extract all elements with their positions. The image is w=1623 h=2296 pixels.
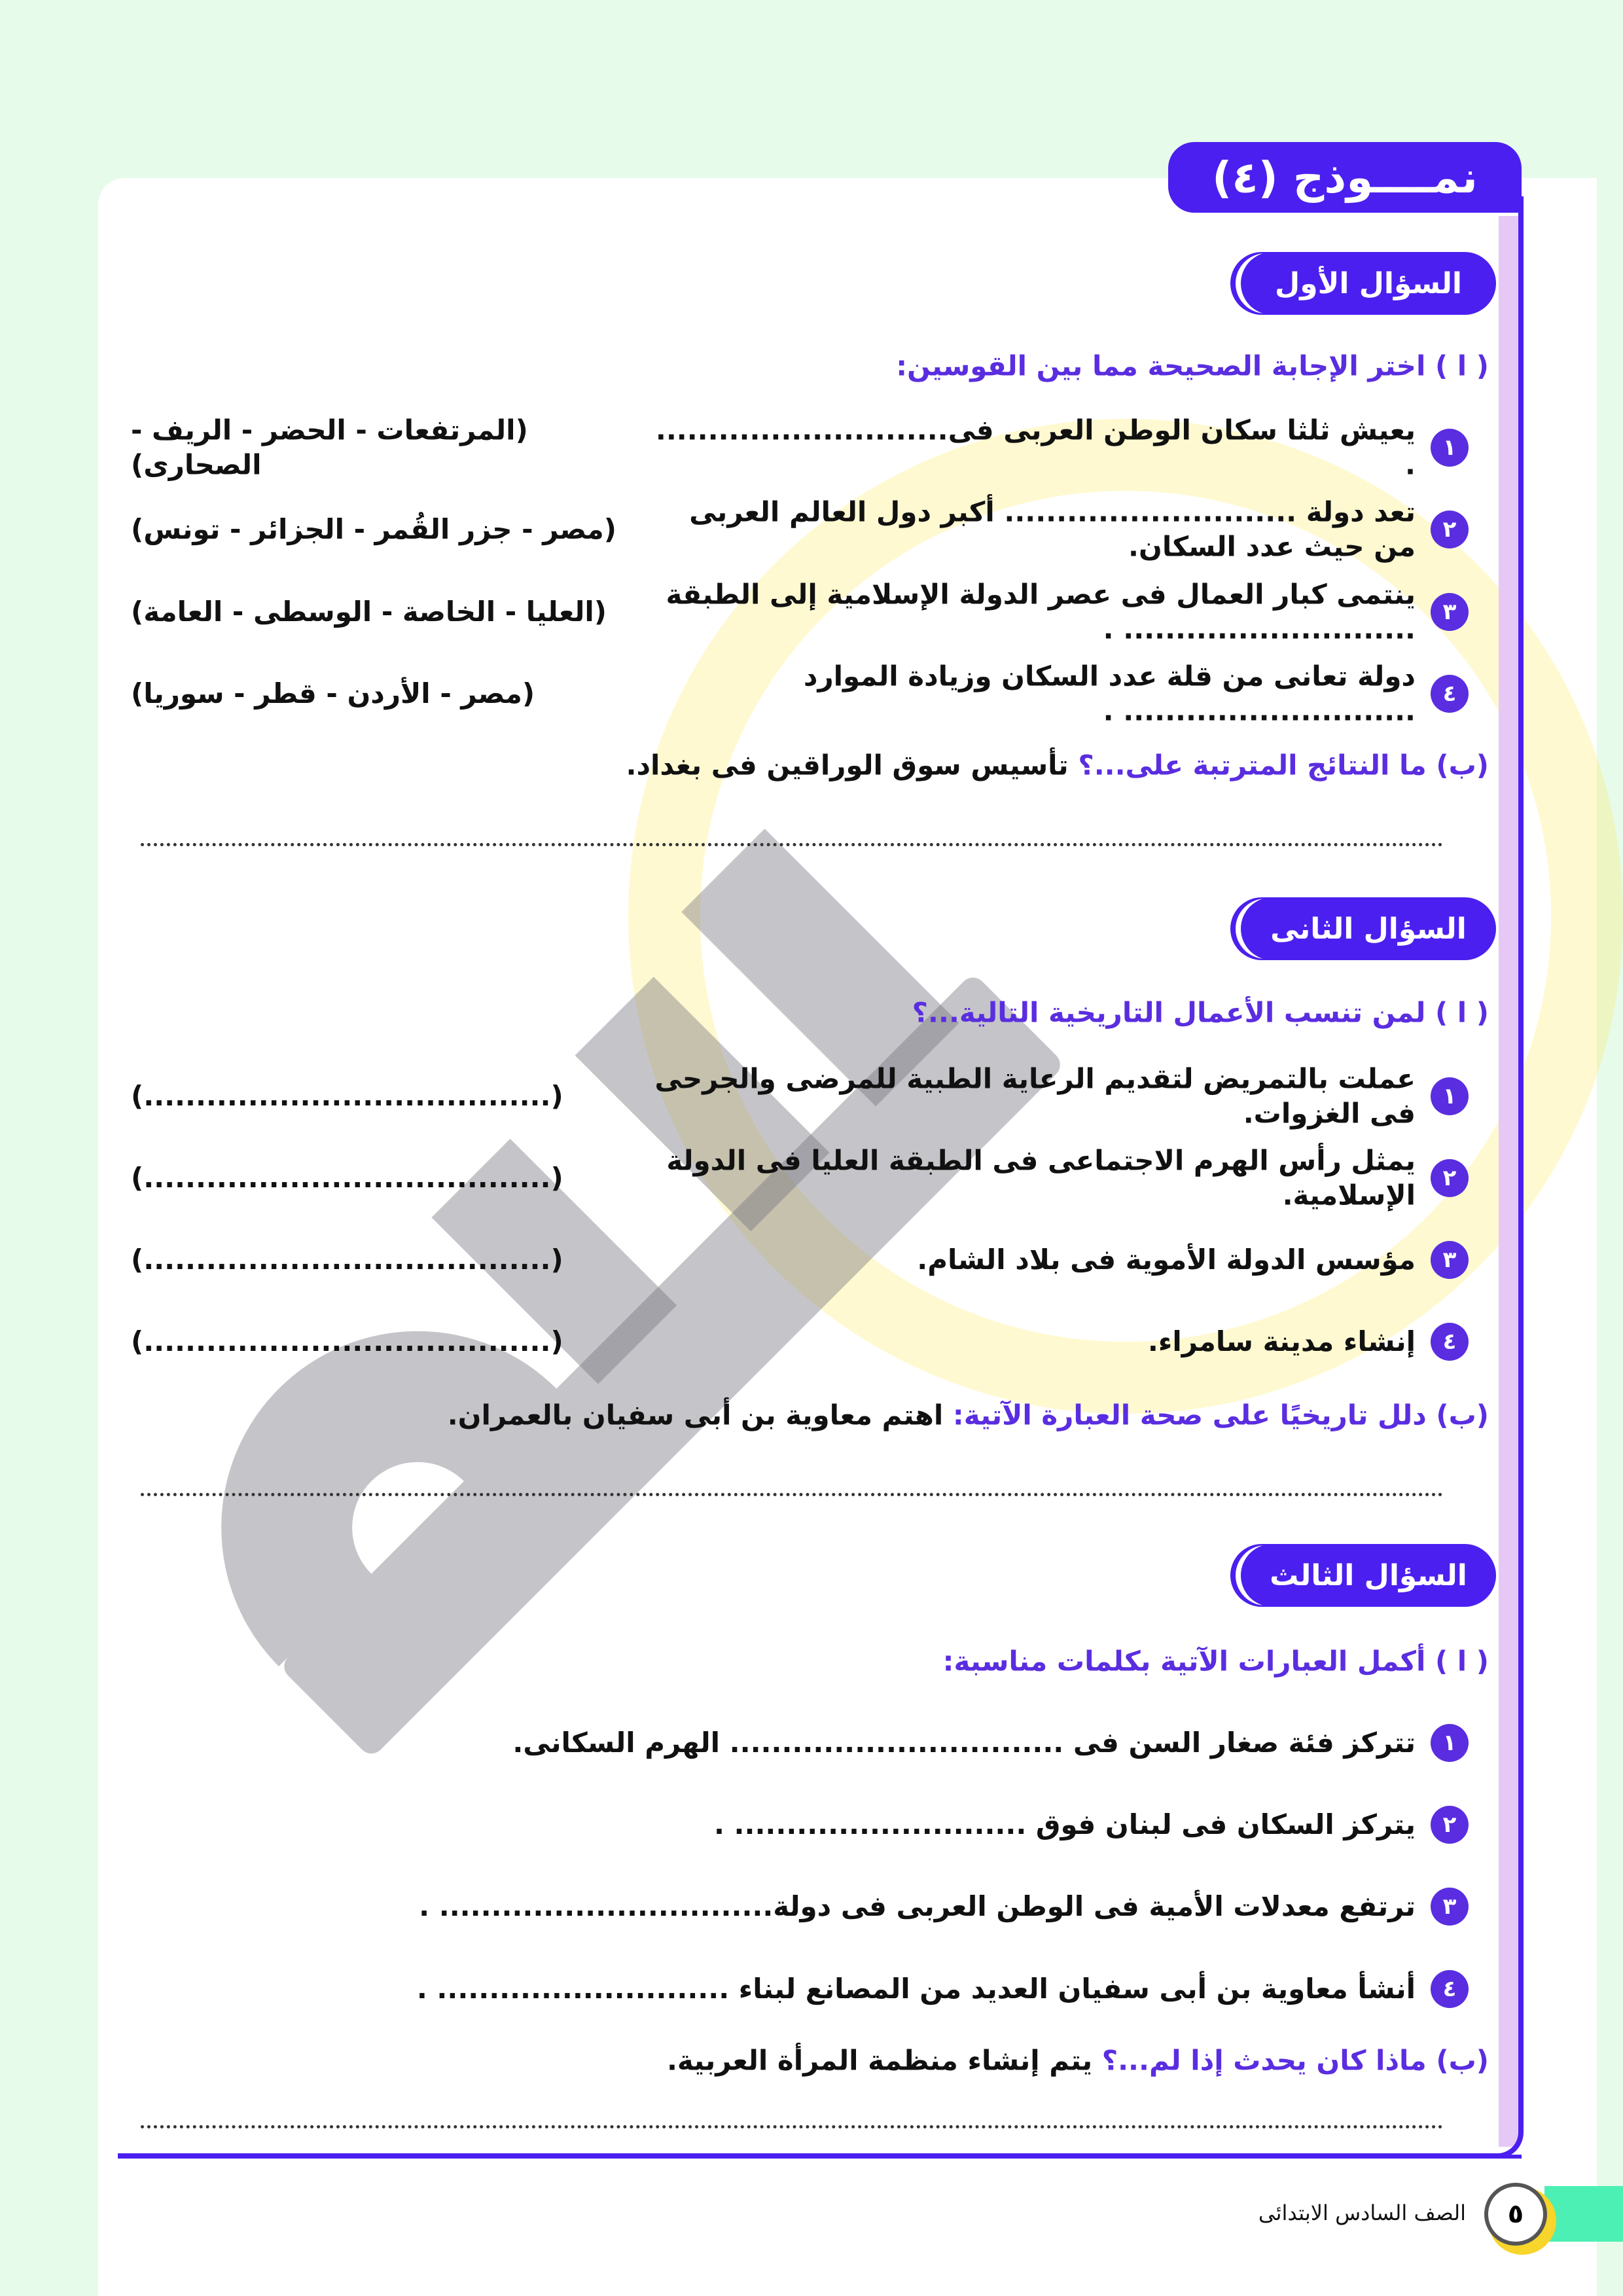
q3-header: السؤال الثالث <box>1241 1544 1496 1607</box>
question-item-text: ينتمى كبار العمال فى عصر الدولة الإسلامية إلى الطبقة ............................ . <box>666 578 1416 645</box>
question-item-text: إنشاء مدينة سامراء. <box>1147 1325 1416 1357</box>
question-item-text: مؤسس الدولة الأموية فى بلاد الشام. <box>917 1243 1416 1276</box>
item-choices[interactable]: (.......................................) <box>131 1243 563 1276</box>
item-choices: (مصر - الأردن - قطر - سوريا) <box>131 677 535 709</box>
question-item-text: عملت بالتمريض لتقديم الرعاية الطبية للمرضى والجرحى فى الغزوات. <box>654 1062 1416 1129</box>
q1-b-label: (ب) ما النتائج المترتبة على...؟ <box>1078 749 1489 781</box>
item-choices: (المرتفعات - الحضر - الريف - الصحارى) <box>131 414 528 480</box>
question-item-text: تعد دولة ............................ أكبر دول العالم العربى من حيث عدد السكان. <box>689 495 1416 562</box>
item-choices[interactable]: (.......................................) <box>131 1079 563 1112</box>
question-item-text: يعيش ثلثا سكان الوطن العربى فى............................ . <box>655 414 1416 480</box>
q3-b-label: (ب) ماذا كان يحدث إذا لم...؟ <box>1101 2044 1489 2077</box>
item-number-badge: ١ <box>1431 1077 1469 1115</box>
grade-label: الصف السادس الابتدائى <box>1258 2200 1466 2225</box>
item-number-badge: ١ <box>1431 1724 1469 1762</box>
question-item-text: ترتفع معدلات الأمية فى الوطن العربى فى دولة................................ . <box>419 1890 1416 1922</box>
q3-b <box>667 2045 1489 2077</box>
answer-line[interactable] <box>141 2125 1443 2128</box>
item-choices: (العليا - الخاصة - الوسطى - العامة) <box>131 595 607 628</box>
answer-line[interactable] <box>141 1493 1443 1496</box>
item-number-badge: ٤ <box>1431 1323 1469 1361</box>
q3-a-instruction: ( ا ) أكمل العبارات الآتية بكلمات مناسبة: <box>942 1645 1489 1677</box>
q1-b-text: تأسيس سوق الوراقين فى بغداد. <box>626 749 1069 781</box>
bottom-divider <box>121 2155 1522 2159</box>
item-number-badge: ٤ <box>1431 675 1469 713</box>
q2-b-text: اهتم معاوية بن أبى سفيان بالعمران. <box>447 1399 944 1431</box>
q1-b <box>626 749 1489 781</box>
q1-a-instruction: ( ا ) اختر الإجابة الصحيحة مما بين القوسين: <box>896 350 1489 382</box>
question-item-text: دولة تعانى من قلة عدد السكان وزيادة الموارد ............................ . <box>803 660 1416 726</box>
q2-b <box>448 1399 1489 1431</box>
item-number-badge: ٢ <box>1431 1806 1469 1844</box>
item-number-badge: ٣ <box>1431 1241 1469 1279</box>
item-number-badge: ٢ <box>1431 511 1469 548</box>
item-number-badge: ١ <box>1431 429 1469 467</box>
page-number: ٥ <box>1484 2183 1547 2246</box>
q1-header: السؤال الأول <box>1241 252 1496 315</box>
question-item-text: أنشأ معاوية بن أبى سفيان العديد من المصانع لبناء ............................ . <box>416 1972 1416 2005</box>
item-number-badge: ٤ <box>1431 1970 1469 2008</box>
item-number-badge: ٢ <box>1431 1159 1469 1197</box>
q3-b-text: يتم إنشاء منظمة المرأة العربية. <box>666 2044 1093 2077</box>
question-item-text: تتركز فئة صغار السن فى ................................ الهرم السكانى. <box>512 1726 1416 1759</box>
item-number-badge: ٣ <box>1431 1888 1469 1926</box>
question-item-text: يتركز السكان فى لبنان فوق ............................ . <box>713 1808 1416 1840</box>
page-title: نمــــوذج (٤) <box>1168 142 1522 213</box>
item-choices: (مصر - جزر القُمر - الجزائر - تونس) <box>131 512 616 545</box>
item-number-badge: ٣ <box>1431 593 1469 631</box>
item-choices[interactable]: (.......................................) <box>131 1325 563 1357</box>
footer-tab <box>1544 2186 1623 2242</box>
question-item-text: يمثل رأس الهرم الاجتماعى فى الطبقة العليا فى الدولة الإسلامية. <box>666 1144 1416 1211</box>
item-choices[interactable]: (.......................................) <box>131 1161 563 1194</box>
answer-line[interactable] <box>141 843 1443 846</box>
q2-header: السؤال الثانى <box>1241 897 1496 960</box>
q2-b-label: (ب) دلل تاريخيًا على صحة العبارة الآتية: <box>952 1399 1489 1431</box>
q2-a-instruction: ( ا ) لمن تنسب الأعمال التاريخية التالية...؟ <box>912 996 1489 1029</box>
